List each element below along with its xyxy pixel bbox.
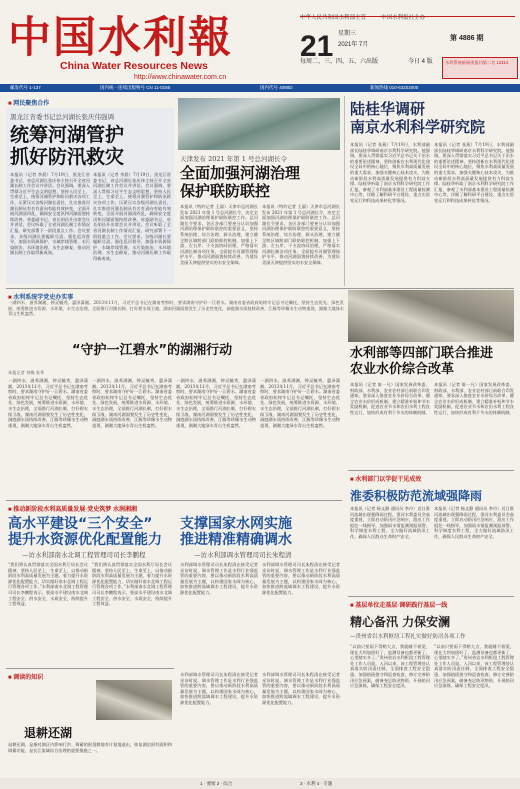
sub-right-bottom: —贵州省岩水利枢纽工程扎实做好防汛各项工作 bbox=[350, 634, 466, 640]
badge-box bbox=[442, 57, 518, 79]
body-center-bottom-col1: 水利部调水管理司司长朱程清在接受记者采访时说，调水管理工作是水利行业强监管的重要内容，要以推动新阶段水利高质量发展为主题，以构建国家水网为核心，加快推进跨流域调水工程建设，提升水资源优化配置能力。 bbox=[180, 672, 258, 705]
issue-number: 第 4886 期 bbox=[450, 35, 484, 42]
feature-body-col3: 一湖四水，滋养湖湘，钟灵毓秀，惠泽潇湘。2013年11月，习近平总书记在湖南考察时，要求湖南守护好一江碧水。湖南省委省政府始终牢记总书记嘱托，坚持生态优先、绿色发展，统筹推进水资源、水环境、水生态治理，全面推行河湖长制，打好碧水保卫战，湖南河湖面貌发生了历史性变化，洞庭湖水质持续改善，江豚等珍稀水生动物重现，湖湘大地绿水青山生机盎然。 bbox=[176, 378, 256, 428]
body-right-mid-col1: 本报讯（记者 陈一凡）国家发展改革委、财政部、水利部、农业农村部日前联合印发通知，要求深入推进农业水价综合改革，健全农业水价形成机制，建立精准补贴和节水奖励机制，促进农业节水和农田水利工程良性运行，加快形成有利于节水的体制机制。 bbox=[350, 382, 430, 415]
headline-mid-top-1[interactable]: 全面加强河湖治理 bbox=[180, 164, 301, 182]
section-rule bbox=[348, 596, 514, 597]
section-rule bbox=[348, 470, 514, 471]
sponsor-1: 中华人民共和国水利部主管 bbox=[300, 15, 367, 21]
info-bar-item: 邮发代号 1-137 bbox=[10, 85, 41, 90]
footer-bar bbox=[0, 778, 520, 789]
headline-right-top-2[interactable]: 南京水利科学研究院 bbox=[350, 118, 486, 136]
feature-body-col4: 一湖四水，滋养湖湘，钟灵毓秀，惠泽潇湘。2013年11月，习近平总书记在湖南考察时，要求湖南守护好一江碧水。湖南省委省政府始终牢记总书记嘱托，坚持生态优先、绿色发展，统筹推进水资源、水环境、水生态治理，全面推行河湖长制，打好碧水保卫战，湖南河湖面貌发生了历史性变化，洞庭湖水质持续改善，江豚等珍稀水生动物重现，湖湘大地绿水青山生机盎然。 bbox=[260, 378, 340, 428]
feature-body-col2: 一湖四水，滋养湖湘，钟灵毓秀，惠泽潇湘。2013年11月，习近平总书记在湖南考察时，要求湖南守护好一江碧水。湖南省委省政府始终牢记总书记嘱托，坚持生态优先、绿色发展，统筹推进水资源、水环境、水生态治理，全面推行河湖长制，打好碧水保卫战，湖南河湖面貌发生了历史性变化，洞庭湖水质持续改善，江豚等珍稀水生动物重现，湖湘大地绿水青山生机盎然。 bbox=[92, 378, 172, 428]
headline-left-top-2[interactable]: 抓好防汛救灾 bbox=[10, 146, 125, 168]
section-rule bbox=[6, 288, 514, 289]
body-right-mid2-col2: 本报讯（记者 杨文静 通讯员 李丹）近日淮河流域出现强降雨过程，淮河水利委员会高度重视，立即启动防汛应急响应，派出工作组赴一线指导，加强雨水情监测预报预警，科学调度水利工程，全力做好流域防汛工作，确保人民群众生命财产安全。 bbox=[434, 506, 514, 539]
info-bar-item: 国内代号 4090D bbox=[260, 85, 293, 90]
date-day: 21 bbox=[300, 30, 334, 63]
headline-right-bottom[interactable]: 精心备汛 力保安澜 bbox=[350, 615, 451, 629]
body-right-bottom-col1: “以前只要雨下得稍大点，我就睡不着觉，现在大坝加固好了，监测设备也都更新了，心里踏实多了。”贵州省岩水利枢纽工程管理处工作人员说。入汛以来，该工程管理处认真落实防汛责任制，全面排查工程安全隐患，加强值班值守和巡查检查，修订完善防汛应急预案，储备充足防汛物资，开展防汛应急演练，确保工程安全度汛。 bbox=[350, 644, 430, 689]
section-rule bbox=[6, 500, 342, 501]
footer-nav-left[interactable]: 1 · 要闻 2 · 综合 bbox=[200, 781, 233, 786]
right-photo bbox=[348, 290, 514, 342]
headline-right-top-1[interactable]: 陆桂华调研 bbox=[350, 100, 426, 118]
feature-headline[interactable]: “守护一江碧水”的湖湘行动 bbox=[72, 343, 233, 358]
headline-right-mid2[interactable]: 淮委积极防范流域强降雨 bbox=[350, 489, 483, 503]
banner-tag: ■ 水利系统学党史办实事 bbox=[8, 292, 73, 301]
body-right-top-col1: 本报讯（记者 张燕）7月19日，水利部副部长陆桂华调研南京水利科学研究院。他强调，要深入贯彻落实习近平总书记关于治水的重要论述精神，坚持创新在水利现代化建设全局中的核心地位，聚焦水利高质量发展的重大需求，加强关键核心技术攻关，为推动新阶段水利高质量发展提供有力科技支撑。陆桂华听取了南京水利科学研究院工作汇报，参观了水利部基本建设工程质量检测中心等，详细了解科研平台建设、重点实验室运行和科技成果转化等情况。 bbox=[350, 142, 430, 203]
sub-left-mid: —访水利部南水北调工程管理司司长李鹏程 bbox=[22, 551, 146, 559]
kicker-left-top: 黑龙江省委书记总河湖长张庆伟强调 bbox=[10, 113, 114, 121]
headline-left-bottom[interactable]: 退耕还湖 bbox=[24, 726, 73, 740]
headline-right-mid-1[interactable]: 水利部等四部门联合推进 bbox=[350, 346, 494, 361]
banner-summary: 一湖四水，滋养湖湘，钟灵毓秀，惠泽潇湘。2013年11月，习近平总书记在湖南考察时，要求湖南守护好一江碧水。湖南省委省政府始终牢记总书记嘱托，坚持生态优先、绿色发展，统筹推进水资源、水环境、水生态治理，全面推行河湖长制，打好碧水保卫战，湖南河湖面貌发生了历史性变化，洞庭湖水质持续改善，江豚等珍稀水生动物重现，湖湘大地绿水青山生机盎然。 bbox=[8, 300, 344, 317]
body-center-bottom-col2: 水利部调水管理司司长朱程清在接受记者采访时说，调水管理工作是水利行业强监管的重要内容，要以推动新阶段水利高质量发展为主题，以构建国家水网为核心，加快推进跨流域调水工程建设，提升水资源优化配置能力。 bbox=[262, 672, 340, 705]
left-bottom-tag: ■ 调读的知识 bbox=[8, 672, 43, 681]
year-month: 2021年 7月 bbox=[338, 42, 369, 48]
body-left-bottom: 退耕还湖，是指对湖区内影响行洪、调蓄的围垦耕地有计划地退出，恢复湖泊原有面积和调蓄功能，是长江流域综合治理的重要措施之一。 bbox=[8, 742, 172, 753]
right-bottom-tag: ■ 基层单位走基层·调研践行基层一线 bbox=[350, 600, 447, 609]
body-right-mid2-col1: 本报讯（记者 杨文静 通讯员 李丹）近日淮河流域出现强降雨过程，淮河水利委员会高度重视，立即启动防汛应急响应，派出工作组赴一线指导，加强雨水情监测预报预警，科学调度水利工程，全力做好流域防汛工作，确保人民群众生命财产安全。 bbox=[350, 506, 430, 539]
headline-mid-mid-1[interactable]: 支撑国家水网实施 bbox=[180, 516, 292, 532]
top-photo bbox=[178, 98, 340, 150]
publication-frequency: 每周二、三、四、五、六出版 bbox=[300, 59, 379, 65]
section-rule bbox=[6, 668, 174, 669]
headline-left-top-1[interactable]: 统筹河湖管护 bbox=[10, 124, 125, 146]
feature-byline: 本报记者 刘梅 张华 bbox=[8, 370, 45, 375]
masthead-url[interactable]: http://www.chinawater.com.cn bbox=[134, 74, 227, 81]
section-tag-left-top: ■ 网民聚焦合作 bbox=[8, 98, 49, 107]
body-left-top-col2: 本报讯（记者 李晨）7月19日，黑龙江省委书记、省总河湖长张庆伟主持召开全省河湖长制工作会议并讲话。会议强调，要深入贯彻习近平生态文明思想，坚持人民至上、生命至上，统筹河湖管护和防汛救灾各项工作，压紧压实各级河湖长责任，扎实推进河湖长制从有名有责向有能有效转变，全面开展河湖清四乱，确保安全度汛和河湖面貌持续改善。省委副书记、省长胡昌升出席会议并讲话。会议听取了全省河湖长制工作情况汇报，研究部署下一阶段重点工作。会议要求，各级河湖长要履职尽责，强化巡河督导，加强水资源保护、水域岸线管理、水污染防治、水环境治理、水生态修复，推动河湖长制工作取得新成效。 bbox=[93, 172, 171, 261]
kicker-mid-top: 天津发布 2021 年第 1 号总河湖长令 bbox=[180, 155, 287, 163]
badge-text: 水利系统新闻类报刊第二名 12314 bbox=[445, 60, 509, 65]
column-divider bbox=[344, 96, 345, 286]
body-left-mid-col1: “我们将认真贯彻落实全国水利厅局长会议精神，坚持人民至上、生命至上，以推动新阶段水利高质量发展为主题，着力提升水资源优化配置能力，切实做好南水北调工程运行管理各项工作。”水利部南水北调工程管理司司长李鹏程表示，要高水平建设南水北调工程安全、供水安全、水质安全，持续提升工程效益。 bbox=[8, 562, 88, 607]
body-left-top-col1: 本报讯（记者 李晨）7月19日，黑龙江省委书记、省总河湖长张庆伟主持召开全省河湖长制工作会议并讲话。会议强调，要深入贯彻习近平生态文明思想，坚持人民至上、生命至上，统筹河湖管护和防汛救灾各项工作，压紧压实各级河湖长责任，扎实推进河湖长制从有名有责向有能有效转变，全面开展河湖清四乱，确保安全度汛和河湖面貌持续改善。省委副书记、省长胡昌升出席会议并讲话。会议听取了全省河湖长制工作情况汇报，研究部署下一阶段重点工作。会议要求，各级河湖长要履职尽责，强化巡河督导，加强水资源保护、水域岸线管理、水污染防治、水环境治理、水生态修复，推动河湖长制工作取得新成效。 bbox=[10, 172, 90, 256]
body-right-bottom-col2: “以前只要雨下得稍大点，我就睡不着觉，现在大坝加固好了，监测设备也都更新了，心里踏实多了。”贵州省岩水利枢纽工程管理处工作人员说。入汛以来，该工程管理处认真落实防汛责任制，全面排查工程安全隐患，加强值班值守和巡查检查，修订完善防汛应急预案，储备充足防汛物资，开展防汛应急演练，确保工程安全度汛。 bbox=[434, 644, 514, 689]
right-mid2-tag: ■ 水利部门以学促干见成效 bbox=[350, 474, 421, 483]
left-bottom-image bbox=[96, 680, 172, 720]
body-mid-mid-col1: 水利部调水管理司司长朱程清在接受记者采访时说，调水管理工作是水利行业强监管的重要内容，要以推动新阶段水利高质量发展为主题，以构建国家水网为核心，加快推进跨流域调水工程建设，提升水资源优化配置能力。 bbox=[180, 562, 258, 595]
info-bar bbox=[0, 84, 520, 92]
body-mid-top-col2: 本报讯（特约记者 王淑）天津市总河湖长发布 2021 年第 1 号总河湖长令，决定全面加强河湖治理保护联防联控工作。总河湖长令要求，各区各部门要充分认识加强河湖治理保护联防联控的重要意义，坚持系统治理、综合治理、源头治理，建立健全跨区域跨部门联防联控机制，加强上下游、左右岸、干支流协同治理，严格落实河湖长制各项任务，全面提升河湖管理保护水平，推动河湖面貌持续改善，为建设美丽天津提供坚实的水安全保障。 bbox=[262, 204, 340, 265]
body-mid-mid-col2: 水利部调水管理司司长朱程清在接受记者采访时说，调水管理工作是水利行业强监管的重要内容，要以推动新阶段水利高质量发展为主题，以构建国家水网为核心，加快推进跨流域调水工程建设，提升水资源优化配置能力。 bbox=[262, 562, 340, 595]
headline-right-mid-2[interactable]: 农业水价综合改革 bbox=[350, 362, 455, 377]
body-right-top-col2: 本报讯（记者 张燕）7月19日，水利部副部长陆桂华调研南京水利科学研究院。他强调，要深入贯彻落实习近平总书记关于治水的重要论述精神，坚持创新在水利现代化建设全局中的核心地位，聚焦水利高质量发展的重大需求，加强关键核心技术攻关，为推动新阶段水利高质量发展提供有力科技支撑。陆桂华听取了南京水利科学研究院工作汇报，参观了水利部基本建设工程质量检测中心等，详细了解科研平台建设、重点实验室运行和科技成果转化等情况。 bbox=[434, 142, 514, 203]
masthead-english-title: China Water Resources News bbox=[60, 60, 208, 72]
masthead-divider bbox=[300, 16, 515, 17]
feature-body-col1: 一湖四水，滋养湖湘，钟灵毓秀，惠泽潇湘。2013年11月，习近平总书记在湖南考察时，要求湖南守护好一江碧水。湖南省委省政府始终牢记总书记嘱托，坚持生态优先、绿色发展，统筹推进水资源、水环境、水生态治理，全面推行河湖长制，打好碧水保卫战，湖南河湖面貌发生了历史性变化，洞庭湖水质持续改善，江豚等珍稀水生动物重现，湖湘大地绿水青山生机盎然。 bbox=[8, 378, 88, 428]
page-count: 今日 4 版 bbox=[408, 59, 433, 65]
sponsor-block bbox=[300, 4, 425, 23]
info-bar-item: 国内统一连续出版物号 CN 11-0156 bbox=[100, 85, 171, 90]
sub-mid-mid: —访水利部调水管理司司长朱程清 bbox=[194, 551, 292, 559]
weekday: 星期三 bbox=[338, 31, 357, 37]
masthead-title: 中国水利報 bbox=[8, 13, 233, 63]
footer-nav-right[interactable]: 3 · 水利 4 · 专题 bbox=[300, 781, 333, 786]
info-bar-item: 新闻热线 010-63202000 bbox=[370, 85, 419, 90]
body-mid-top-col1: 本报讯（特约记者 王淑）天津市总河湖长发布 2021 年第 1 号总河湖长令，决定全面加强河湖治理保护联防联控工作。总河湖长令要求，各区各部门要充分认识加强河湖治理保护联防联控的重要意义，坚持系统治理、综合治理、源头治理，建立健全跨区域跨部门联防联控机制，加强上下游、左右岸、干支流协同治理，严格落实河湖长制各项任务，全面提升河湖管理保护水平，推动河湖面貌持续改善，为建设美丽天津提供坚实的水安全保障。 bbox=[180, 204, 258, 265]
left-mid-tag: ■ 推动新阶段水利高质量发展·党史筑梦 水润湘湘 bbox=[8, 504, 137, 513]
body-right-mid-col2: 本报讯（记者 陈一凡）国家发展改革委、财政部、水利部、农业农村部日前联合印发通知，要求深入推进农业水价综合改革，健全农业水价形成机制，建立精准补贴和节水奖励机制，促进农业节水和农田水利工程良性运行，加快形成有利于节水的体制机制。 bbox=[434, 382, 514, 415]
headline-left-mid-2[interactable]: 提升水资源优化配置能力 bbox=[8, 532, 162, 548]
headline-mid-mid-2[interactable]: 推进精准精确调水 bbox=[180, 532, 292, 548]
headline-left-mid-1[interactable]: 高水平建设“三个安全” bbox=[8, 516, 153, 532]
body-left-mid-col2: “我们将认真贯彻落实全国水利厅局长会议精神，坚持人民至上、生命至上，以推动新阶段水利高质量发展为主题，着力提升水资源优化配置能力，切实做好南水北调工程运行管理各项工作。”水利部南水北调工程管理司司长李鹏程表示，要高水平建设南水北调工程安全、供水安全、水质安全，持续提升工程效益。 bbox=[92, 562, 172, 607]
sponsor-2: 中国水利报社主办 bbox=[381, 15, 426, 21]
headline-mid-top-2[interactable]: 保护联防联控 bbox=[180, 182, 271, 200]
